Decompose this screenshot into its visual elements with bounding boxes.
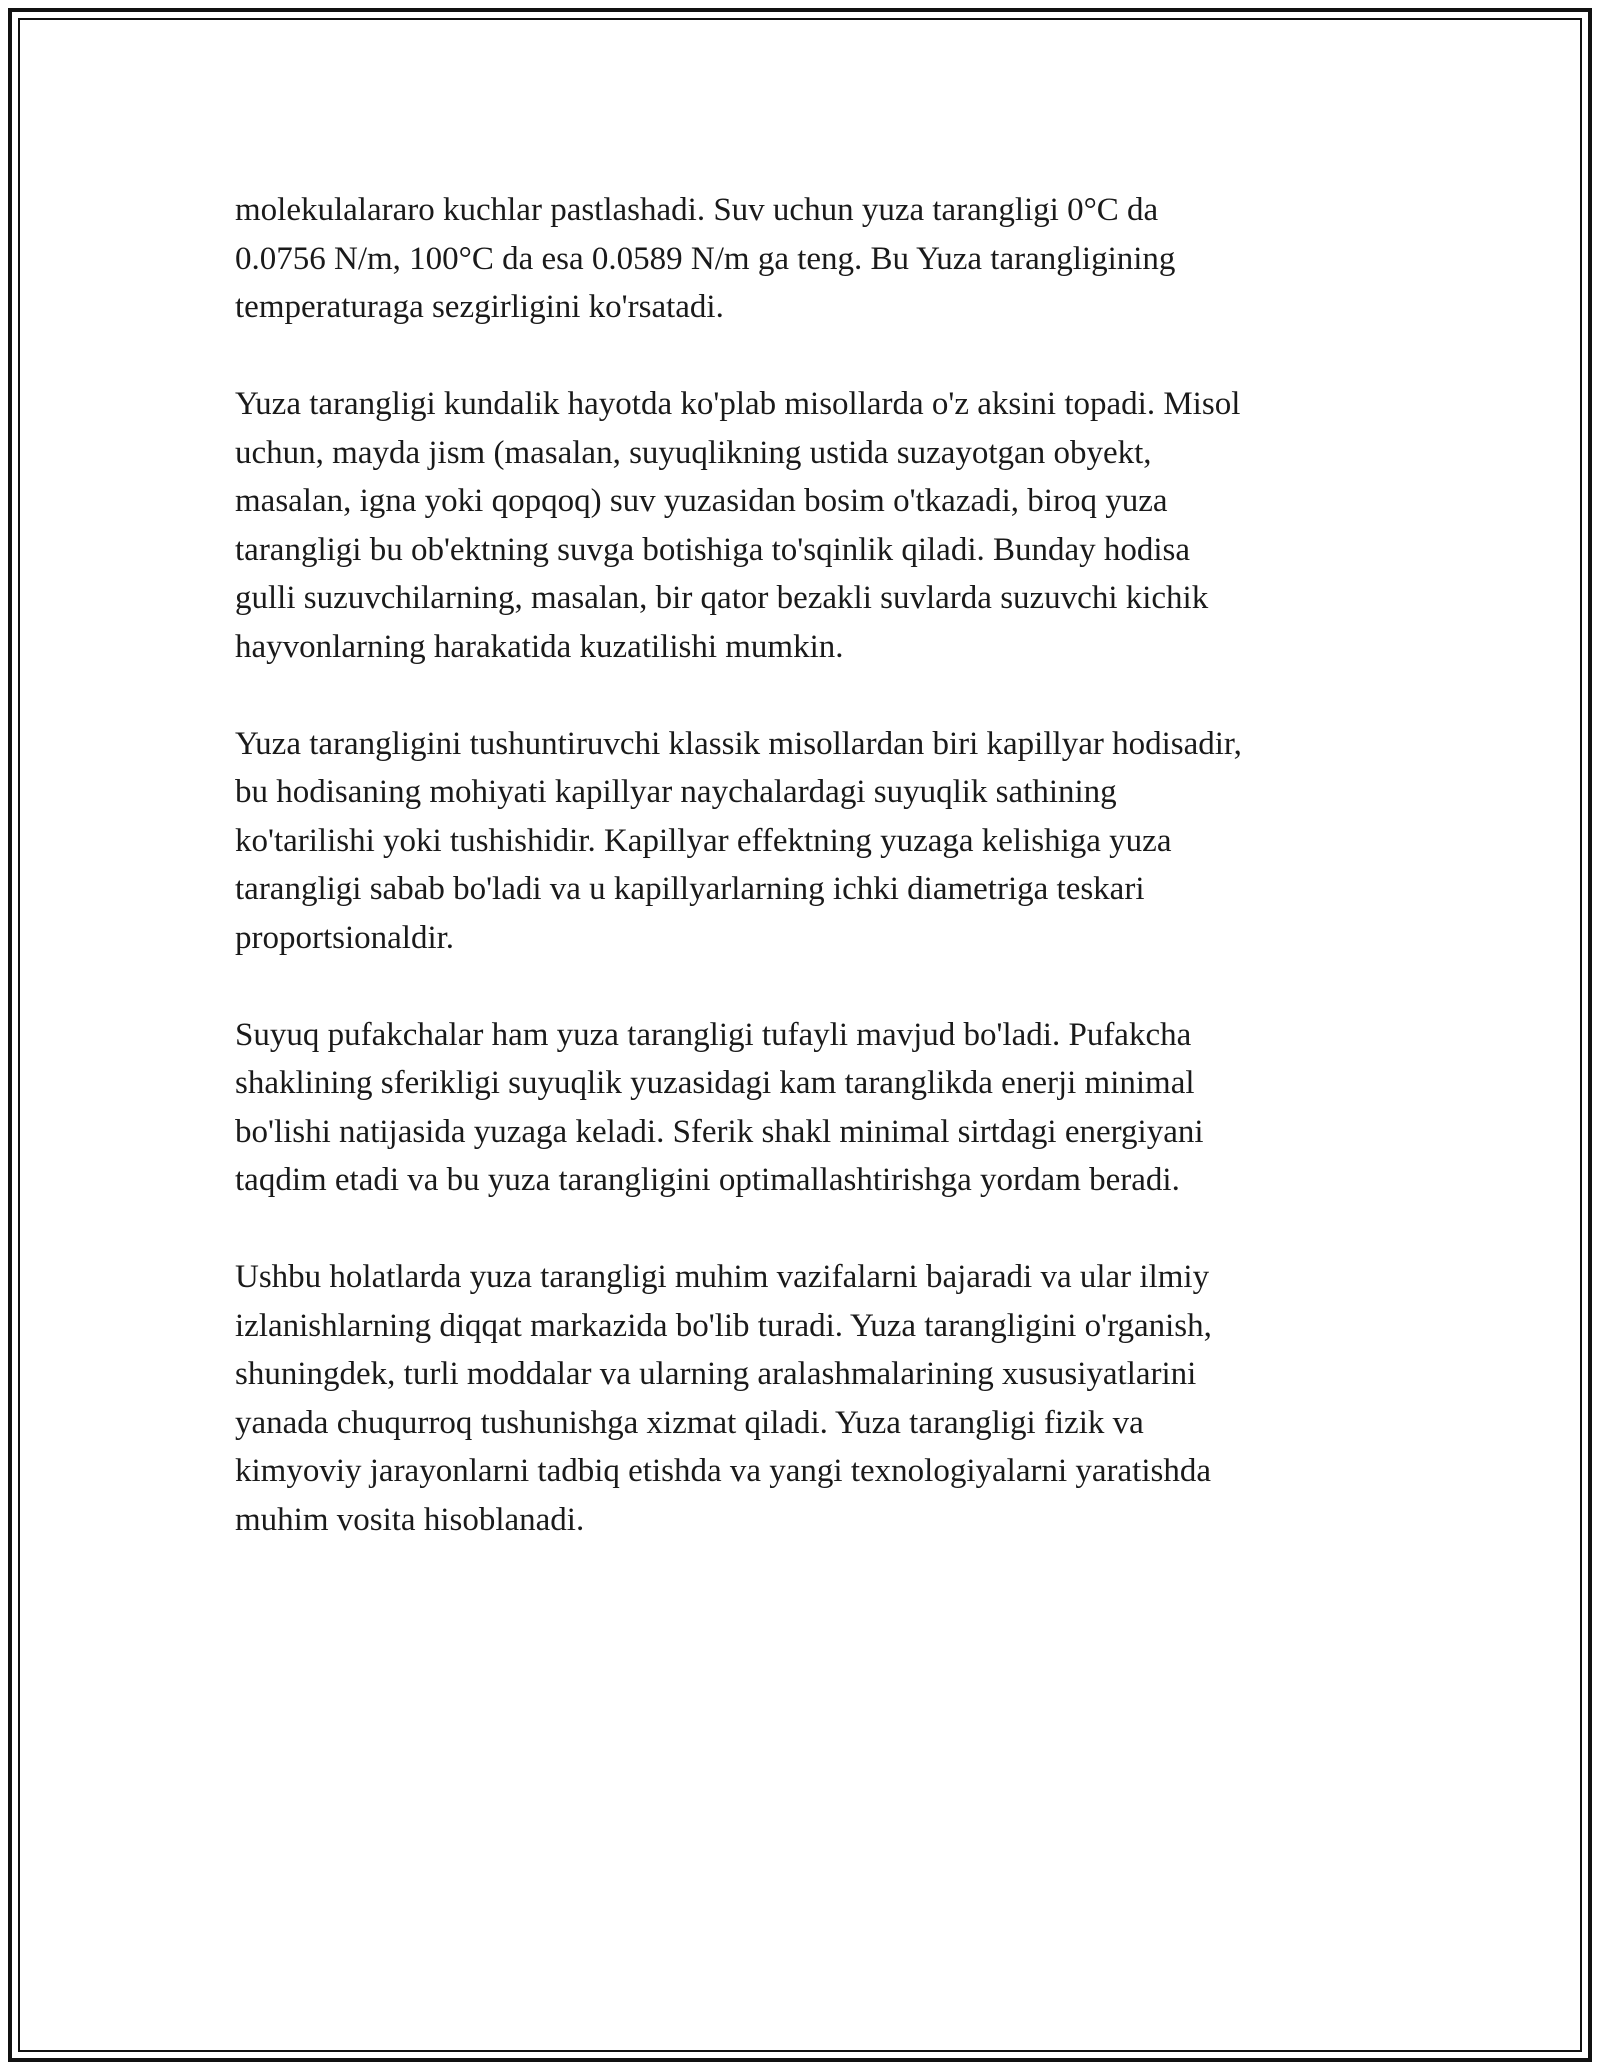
paragraph-2: Yuza tarangligi kundalik hayotda ko'plab misollarda o'z aksini topadi. Misol uchun, mayda jism (masalan, suyuqlikning ustida suzayotgan obyekt, masalan, igna yoki qopqoq) suv yuzasidan bosim o'tkazadi, biroq yuza tarangligi bu ob'ektning suvga botishiga to'sqinlik qiladi. Bunday hodisa gulli suzuvchilarning, masalan, bir qator bezakli suvlarda suzuvchi kichik hayvonlarning harakatida kuzatilishi mumkin.: [235, 386, 1241, 665]
paragraph-1: molekulalararo kuchlar pastlashadi. Suv uchun yuza tarangligi 0°C da 0.0756 N/m, 100°C da esa 0.0589 N/m ga teng. Bu Yuza tarangligining temperaturaga sezgirligini ko'rsatadi.: [235, 192, 1176, 325]
paragraph-4: Suyuq pufakchalar ham yuza tarangligi tufayli mavjud bo'ladi. Pufakcha shaklining sferikligi suyuqlik yuzasidagi kam taranglikda enerji minimal bo'lishi natijasida yuzaga keladi. Sferik shakl minimal sirtdagi energiyani taqdim etadi va bu yuza tarangligini optimallashtirishga yordam beradi.: [235, 1016, 1204, 1198]
document-body: [235, 186, 1405, 1593]
paragraph-5: Ushbu holatlarda yuza tarangligi muhim vazifalarni bajaradi va ular ilmiy izlanishlarning diqqat markazida bo'lib turadi. Yuza tarangligini o'rganish, shuningdek, turli moddalar va ularning aralashmalarining xususiyatlarini yanada chuqurroq tushunishga xizmat qiladi. Yuza tarangligi fizik va kimyoviy jarayonlarni tadbiq etishda va yangi texnologiyalarni yaratishda muhim vosita hisoblanadi.: [235, 1259, 1212, 1538]
paragraph-3: Yuza tarangligini tushuntiruvchi klassik misollardan biri kapillyar hodisadir, bu hodisaning mohiyati kapillyar naychalardagi suyuqlik sathining ko'tarilishi yoki tushishidir. Kapillyar effektning yuzaga kelishiga yuza tarangligi sabab bo'ladi va u kapillyarlarning ichki diametriga teskari proportsionaldir.: [235, 725, 1242, 956]
